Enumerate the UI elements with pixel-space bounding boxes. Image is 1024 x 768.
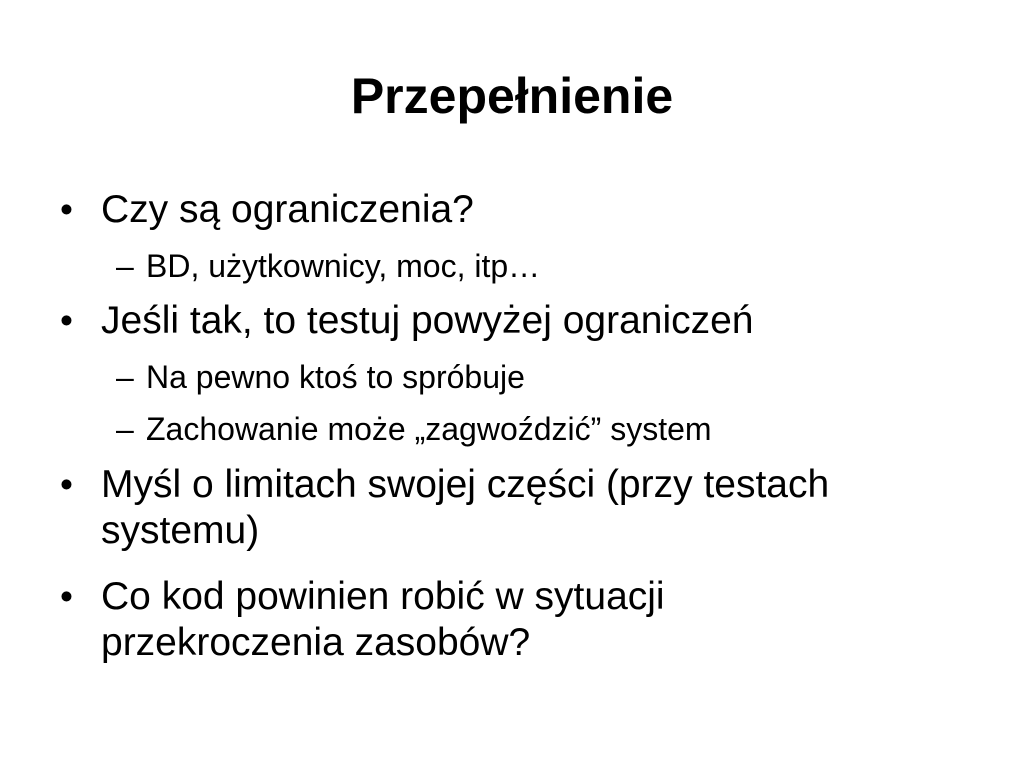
bullet-marker: • — [60, 189, 73, 230]
bullet-text: Jeśli tak, to testuj powyżej ograniczeń — [101, 299, 754, 342]
sub-marker: – — [116, 248, 134, 284]
bullet-text — [101, 462, 971, 554]
bullet-text-line: systemu) — [101, 509, 260, 552]
sub-text: BD, użytkownicy, moc, itp… — [146, 248, 541, 284]
bullet-text-line: Myśl o limitach swojej części (przy testach — [101, 463, 830, 506]
sub-text: Zachowanie może „zagwoździć” system — [146, 411, 712, 447]
slide-title: Przepełnienie — [350, 68, 674, 124]
bullet-text: Czy są ograniczenia? — [101, 188, 474, 231]
bullet-text-line: Co kod powinien robić w sytuacji — [101, 575, 665, 618]
bullet-text — [101, 574, 971, 666]
bullet-text-line: przekroczenia zasobów? — [101, 621, 531, 664]
sub-text: Na pewno ktoś to spróbuje — [146, 359, 525, 395]
bullet-marker: • — [60, 300, 73, 341]
sub-marker: – — [116, 411, 134, 447]
sub-marker: – — [116, 359, 134, 395]
bullet-marker: • — [60, 576, 73, 617]
bullet-marker: • — [60, 464, 73, 505]
